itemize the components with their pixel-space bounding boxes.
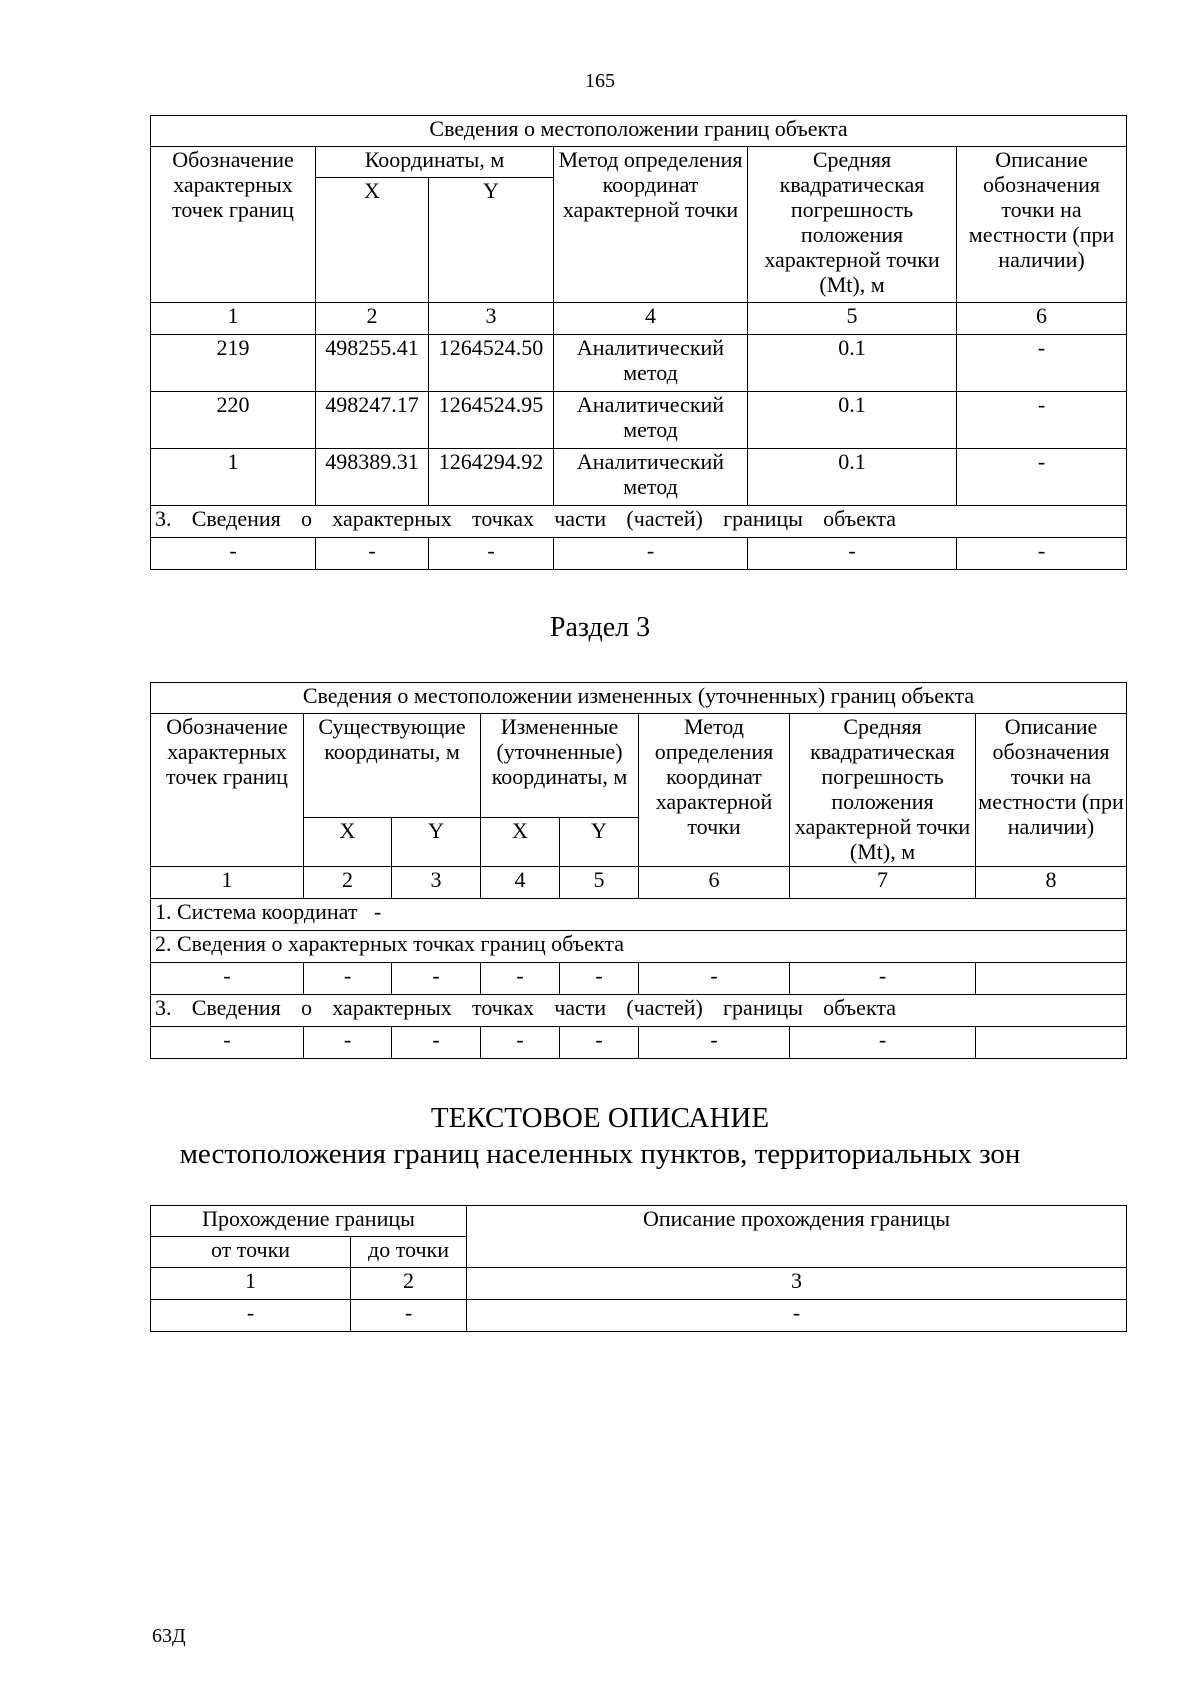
coord-y: 1264524.95	[429, 392, 554, 449]
table-row	[151, 538, 1127, 570]
footer-code: 63Д	[152, 1625, 186, 1647]
boundary-location-table	[150, 115, 1127, 570]
parts-label: 3. Сведения о характерных точках части (частей) границы объекта	[151, 506, 1127, 538]
header-method: Метод определения координат характерной точки	[639, 714, 790, 867]
method: Аналитический метод	[554, 335, 748, 392]
header-points: Обозначение характерных точек границ	[151, 714, 304, 867]
header-points: Обозначение характерных точек границ	[151, 147, 316, 303]
cell	[976, 1027, 1127, 1059]
header-from-point: от точки	[151, 1237, 351, 1268]
header-passage: Прохождение границы	[151, 1206, 467, 1237]
coord-y: 1264524.50	[429, 335, 554, 392]
col-number: 1	[151, 1268, 351, 1300]
cell: -	[748, 538, 957, 570]
cell: -	[151, 1300, 351, 1332]
coord-x: 498247.17	[316, 392, 429, 449]
description: -	[957, 335, 1127, 392]
col-number: 3	[467, 1268, 1127, 1300]
coord-y: 1264294.92	[429, 449, 554, 506]
col-number: 5	[748, 303, 957, 335]
header-x: X	[481, 818, 560, 867]
col-number: 1	[151, 303, 316, 335]
header-changed-coords: Измененные (уточненные) координаты, м	[481, 714, 639, 818]
cell: -	[957, 538, 1127, 570]
header-coords: Координаты, м	[316, 147, 554, 178]
col-number: 6	[639, 867, 790, 899]
text-description-title: ТЕКСТОВОЕ ОПИСАНИЕ	[430, 1102, 770, 1134]
changed-boundary-table	[150, 682, 1127, 1059]
col-number: 4	[481, 867, 560, 899]
cell	[976, 963, 1127, 995]
table-row	[151, 1300, 1127, 1332]
cell: -	[392, 1027, 481, 1059]
cell: -	[560, 1027, 639, 1059]
cell: -	[151, 1027, 304, 1059]
point-id: 220	[151, 392, 316, 449]
cell: -	[639, 1027, 790, 1059]
error: 0.1	[748, 335, 957, 392]
col-number: 1	[151, 867, 304, 899]
cell: -	[790, 1027, 976, 1059]
cell: -	[304, 963, 392, 995]
coord-x: 498255.41	[316, 335, 429, 392]
cell: -	[392, 963, 481, 995]
header-x: X	[304, 818, 392, 867]
method: Аналитический метод	[554, 392, 748, 449]
cell: -	[790, 963, 976, 995]
table-title: Сведения о местоположении измененных (уточненных) границ объекта	[151, 683, 1127, 714]
section-title: Раздел 3	[549, 612, 651, 643]
point-id: 1	[151, 449, 316, 506]
col-number: 6	[957, 303, 1127, 335]
header-description: Описание обозначения точки на местности (при наличии)	[957, 147, 1127, 303]
header-error: Средняя квадратическая погрешность положения характерной точки (Mt), м	[790, 714, 976, 867]
error: 0.1	[748, 449, 957, 506]
cell: -	[429, 538, 554, 570]
cell: -	[151, 963, 304, 995]
header-to-point: до точки	[351, 1237, 467, 1268]
col-number: 3	[392, 867, 481, 899]
col-number: 3	[429, 303, 554, 335]
table-row	[151, 963, 1127, 995]
col-number: 5	[560, 867, 639, 899]
cell: -	[316, 538, 429, 570]
header-y: Y	[429, 178, 554, 303]
parts-label: 3. Сведения о характерных точках части (частей) границы объекта	[151, 995, 1127, 1027]
table-title: Сведения о местоположении границ объекта	[151, 116, 1127, 147]
header-method: Метод определения координат характерной точки	[554, 147, 748, 303]
cell: -	[351, 1300, 467, 1332]
cell: -	[639, 963, 790, 995]
points-label: 2. Сведения о характерных точках границ объекта	[151, 931, 1127, 963]
cell: -	[151, 538, 316, 570]
col-number: 7	[790, 867, 976, 899]
col-number: 2	[351, 1268, 467, 1300]
header-x: X	[316, 178, 429, 303]
header-existing-coords: Существующие координаты, м	[304, 714, 481, 818]
cell: -	[467, 1300, 1127, 1332]
error: 0.1	[748, 392, 957, 449]
col-number: 2	[304, 867, 392, 899]
header-passage-description: Описание прохождения границы	[467, 1206, 1127, 1268]
header-error: Средняя квадратическая погрешность положения характерной точки (Mt), м	[748, 147, 957, 303]
col-number: 4	[554, 303, 748, 335]
coordinate-system-label: 1. Система координат -	[151, 899, 1127, 931]
header-description: Описание обозначения точки на местности (при наличии)	[976, 714, 1127, 867]
method: Аналитический метод	[554, 449, 748, 506]
cell: -	[481, 1027, 560, 1059]
table-row	[151, 335, 1127, 392]
header-y: Y	[560, 818, 639, 867]
table-row	[151, 1027, 1127, 1059]
description: -	[957, 392, 1127, 449]
boundary-description-table	[150, 1205, 1127, 1332]
page-number: 165	[585, 70, 615, 92]
table-row	[151, 392, 1127, 449]
text-description-subtitle: местоположения границ населенных пунктов, территориальных зон	[179, 1138, 1021, 1170]
cell: -	[554, 538, 748, 570]
col-number: 2	[316, 303, 429, 335]
header-y: Y	[392, 818, 481, 867]
col-number: 8	[976, 867, 1127, 899]
cell: -	[560, 963, 639, 995]
table-row	[151, 449, 1127, 506]
coord-x: 498389.31	[316, 449, 429, 506]
description: -	[957, 449, 1127, 506]
cell: -	[481, 963, 560, 995]
point-id: 219	[151, 335, 316, 392]
cell: -	[304, 1027, 392, 1059]
